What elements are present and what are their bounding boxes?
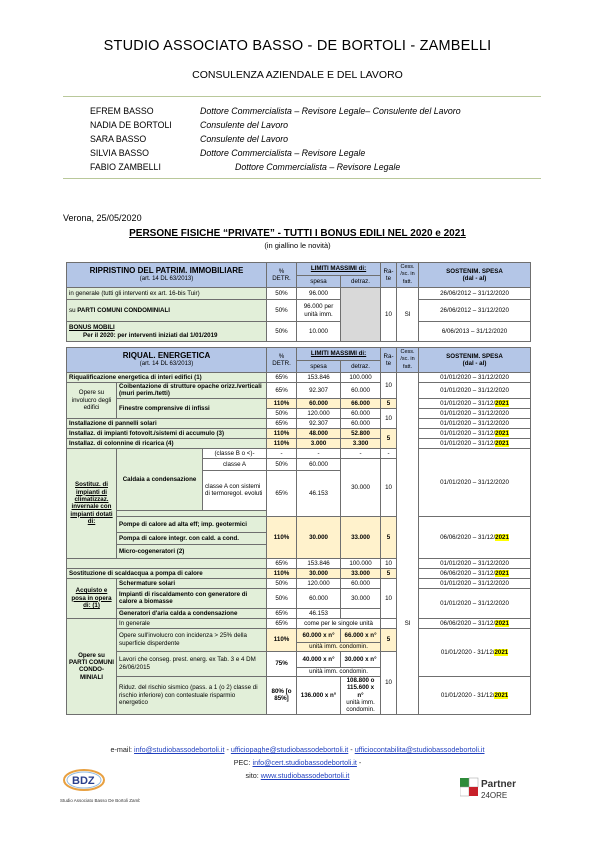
t2-header-pct: % DETR. (267, 348, 297, 373)
partner-role: Dottore Commercialista – Revisore Legale (235, 162, 401, 172)
row-desc: Coibentazione di strutture opache orizz./verticali (muri perim./tetti) (117, 383, 267, 399)
row-rate: 10 (381, 288, 397, 342)
row-sost: 01/01/2020 – 31/12/2020 (419, 588, 531, 618)
row-rate: - (381, 448, 397, 458)
row-rate: 10 (381, 373, 397, 399)
row-sost: 01/01/2020 – 31/12/2021 (419, 398, 531, 408)
row-pct: 75% (267, 651, 297, 676)
partners-divider (63, 178, 541, 179)
row-spesa: 92.307 (297, 418, 341, 428)
t1-header-detraz: detraz. (341, 276, 381, 288)
row-spesa: 30.000 (297, 516, 341, 558)
table-row (67, 373, 531, 383)
row-desc: Finestre comprensive di infissi (117, 398, 267, 418)
pec-link[interactable]: info@cert.studiobassodebortoli.it (252, 758, 357, 767)
row-desc: In generale (117, 618, 267, 628)
row-detraz: 60.000 (341, 408, 381, 418)
table-row (67, 398, 531, 408)
row-rate: 10 (381, 651, 397, 714)
caldaia-label: Caldaia a condensazione (117, 448, 203, 510)
row-sost: 01/01/2020 – 31/12/2021 (419, 438, 531, 448)
row-detraz: 100.000 (341, 558, 381, 568)
row-limit: come per le singole unità (297, 618, 381, 628)
partner-role: Dottore Commercialista – Revisore Legale (200, 148, 366, 158)
row-desc: Sostituzione di scaldacqua a pompa di calore (67, 568, 267, 578)
row-note: unità imm. condomin. (297, 667, 381, 676)
t1-header-spesa: spesa (297, 276, 341, 288)
row-sost: 01/01/2020 – 31/12/2020 (419, 448, 531, 516)
document-note: (in giallino le novità) (264, 241, 331, 250)
row-pct: 65% (267, 373, 297, 383)
t1-header-pct: % DETR. (267, 263, 297, 288)
row-pct: 50% (267, 322, 297, 342)
email-link[interactable]: ufficiopaghe@studiobassodebortoli.it (230, 745, 349, 754)
pompe-label: Pompe di calore ad alta eff; imp. geotermici (117, 516, 267, 532)
table-row (67, 676, 531, 714)
row-desc: Riqualificazione energetica di interi edifici (1) (67, 373, 267, 383)
partner-role: Dottore Commercialista – Revisore Legale– Consulente del Lavoro (200, 106, 461, 116)
place-date: Verona, 25/05/2020 (63, 213, 142, 223)
document-title: PERSONE FISICHE “PRIVATE” - TUTTI I BONUS EDILI NEL 2020 e 2021 (129, 228, 466, 239)
row-sost: 06/06/2020 – 31/12/2021 (419, 516, 531, 558)
svg-text:24ORE: 24ORE (481, 791, 508, 800)
row-spesa: 60.000 (297, 588, 341, 608)
t1-header-limits: LIMITI MASSIMI di: (297, 263, 381, 276)
row-pct: 50% (267, 300, 297, 322)
row-pct: 65% (267, 418, 297, 428)
row-detraz: 33.000 (341, 516, 381, 558)
partner-name: EFREM BASSO (90, 106, 154, 116)
row-spesa: - (297, 448, 341, 458)
table-row (67, 558, 531, 568)
row-spesa: 48.000 (297, 428, 341, 438)
row-sost: 6/06/2013 – 31/12/2020 (419, 322, 531, 342)
row-sost: 01/01/2020 – 31/12/2020 (419, 578, 531, 588)
t1-header-title: RIPRISTINO DEL PATRIM. IMMOBILIARE (art. 14 DL 63/2013) (67, 263, 267, 288)
row-spesa: 10.000 (297, 322, 341, 342)
t2-header-limits: LIMITI MASSIMI di: (297, 348, 381, 361)
row-pct: 110% (267, 516, 297, 558)
row-detraz: 60.000 (341, 578, 381, 588)
row-sost: 01/01/2020 – 31/12/2020 (419, 408, 531, 418)
row-spesa: 153.846 (297, 373, 341, 383)
row-detraz-empty (341, 288, 381, 342)
row-sost: 01/01/2020 - 31/12/2021 (419, 628, 531, 676)
row-rate: 5 (381, 628, 397, 651)
pompa-integrata-label: Pompa di calore integr. con cald. a cond. (117, 532, 267, 544)
row-desc: in generale (tutti gli interventi ex art. 16-bis Tuir) (67, 288, 267, 300)
row-spesa: 120.000 (297, 408, 341, 418)
partner-name: NADIA DE BORTOLI (90, 120, 172, 130)
svg-text:Partner: Partner (481, 779, 517, 790)
table-row (67, 288, 531, 300)
row-pct: - (267, 448, 297, 458)
row-detraz: - (341, 448, 381, 458)
row-pct: 110% (267, 398, 297, 408)
table-row (67, 578, 531, 588)
table-row (67, 418, 531, 428)
table-row (67, 618, 531, 628)
studio-logo (60, 766, 140, 811)
svg-text:BDZ: BDZ (72, 775, 95, 787)
row-pct: 50% (267, 458, 297, 470)
table-row (67, 588, 531, 608)
row-spesa: 96.000 per unità imm. (297, 300, 341, 322)
row-spesa: 60.000 (297, 458, 341, 470)
row-spesa: 3.000 (297, 438, 341, 448)
row-spesa: 30.000 (297, 568, 341, 578)
header-divider (63, 96, 541, 97)
row-rate: 10 (381, 558, 397, 568)
row-pct: 65% (267, 558, 297, 568)
partner-24ore-logo (460, 772, 532, 804)
row-desc: su PARTI COMUNI CONDOMINIALI (67, 300, 267, 322)
row-sost: 06/06/2020 – 31/12/2021 (419, 618, 531, 628)
t2-header-title: RIQUAL. ENERGETICA (art. 14 DL 63/2013) (67, 348, 267, 373)
table-row (67, 438, 531, 448)
table-ripristino (66, 262, 531, 342)
row-spesa: 120.000 (297, 578, 341, 588)
partner-name: SILVIA BASSO (90, 148, 150, 158)
group-parti-comuni: Opere su PARTI COMUNI CONDO-MINIALI (67, 618, 117, 714)
classe-a: classe A (203, 458, 267, 470)
row-detraz: 60.000 (341, 383, 381, 399)
t1-header-sost: SOSTENIM. SPESA (dal - al) (419, 263, 531, 288)
row-sost: 01/01/2020 – 31/12/2020 (419, 383, 531, 399)
row-spesa: 46.153 (297, 608, 341, 618)
partner-name: SARA BASSO (90, 134, 147, 144)
row-pct: 50% (267, 288, 297, 300)
row-spesa: 60.000 (297, 398, 341, 408)
row-sost: 01/01/2020 – 31/12/2020 (419, 418, 531, 428)
row-sost: 26/06/2012 – 31/12/2020 (419, 300, 531, 322)
row-rate-empty (381, 618, 397, 628)
row-pct: 65% (267, 470, 297, 516)
row-detraz: 30.000 (341, 458, 381, 516)
classe-a-sistemi: classe A con sistemi di termoregol. evoluti (203, 470, 267, 510)
row-detraz: 66.000 x n° (341, 628, 381, 642)
row-note: unità imm. condomin. (297, 642, 381, 651)
row-sost: 06/06/2020 – 31/12/2021 (419, 568, 531, 578)
group-sostituz: Sostituz. di impianti di climatizzaz. invernale con impianti dotati di: (67, 448, 117, 558)
t2-header-spesa: spesa (297, 361, 341, 373)
row-spesa: 92.307 (297, 383, 341, 399)
footer-email: e-mail: info@studiobassodebortoli.it - ufficiopaghe@studiobassodebortoli.it - ufficiocontabilita@studiobassodebortoli.it (110, 745, 485, 754)
table-row (67, 383, 531, 399)
row-detraz: 60.000 (341, 418, 381, 428)
email-link[interactable]: info@studiobassodebortoli.it (134, 745, 225, 754)
row-spesa: 60.000 x n° (297, 628, 341, 642)
group-acquisto: Acquisto e posa in opera di: (1) (67, 578, 117, 618)
table-row (67, 448, 531, 458)
row-detraz: 108.800 o 115.600 x n° unità imm. condomin. (341, 676, 381, 714)
row-cess: SI (397, 373, 419, 715)
row-rate: 5 (381, 398, 397, 408)
row-spesa: 153.846 (297, 558, 341, 568)
group-opere: Opere su involucro degli edifici (67, 383, 117, 419)
table-row (67, 300, 531, 322)
partner-role: Consulente del Lavoro (200, 120, 289, 130)
t1-header-rate: Ra-te (381, 263, 397, 288)
row-pct: 110% (267, 428, 297, 438)
studio-title: STUDIO ASSOCIATO BASSO - DE BORTOLI - ZAMBELLI (103, 38, 492, 54)
table-row (67, 568, 531, 578)
row-detraz: 33.000 (341, 568, 381, 578)
email-link[interactable]: ufficiocontabilita@studiobassodebortoli.it (354, 745, 485, 754)
row-desc: Opere sull'involucro con incidenza > 25% della superficie disperdente (117, 628, 267, 651)
row-desc: Installaz. di colonnine di ricarica (4) (67, 438, 267, 448)
footer-pec: PEC: info@cert.studiobassodebortoli.it - (233, 758, 362, 767)
row-spesa: 96.000 (297, 288, 341, 300)
row-rate: 5 (381, 428, 397, 448)
row-desc: Generatori d'aria calda a condensazione (117, 608, 267, 618)
row-pct: 65% (267, 383, 297, 399)
row-pct: 80% [o 85%] (267, 676, 297, 714)
row-cess: SI (397, 288, 419, 342)
row-pct: 110% (267, 568, 297, 578)
row-detraz: 100.000 (341, 373, 381, 383)
row-desc: BONUS MOBILI Per il 2020: per interventi iniziati dal 1/01/2019 (67, 322, 267, 342)
row-rate: 5 (381, 568, 397, 578)
row-rate: 5 (381, 516, 397, 558)
row-pct: 50% (267, 578, 297, 588)
spacer (67, 558, 267, 568)
row-pct: 50% (267, 588, 297, 608)
t2-header-sost: SOSTENIM. SPESA (dal - al) (419, 348, 531, 373)
row-sost: 26/06/2012 – 31/12/2020 (419, 288, 531, 300)
table-row (67, 428, 531, 438)
table-row (67, 628, 531, 642)
t2-header-detraz: detraz. (341, 361, 381, 373)
row-desc: Installaz. di impianti fotovolt./sistemi di accumulo (3) (67, 428, 267, 438)
t2-header-cess: Cess. /sc. in fatt. (397, 348, 419, 373)
footer-site: sito: www.studiobassodebortoli.it (245, 771, 350, 780)
svg-text:Studio Associato Basso De Bort: Studio Associato Basso De Bortoli Zambelli (60, 798, 140, 803)
row-spesa: 40.000 x n° (297, 651, 341, 667)
row-detraz: 52.800 (341, 428, 381, 438)
table-riqualificazione (66, 347, 531, 715)
row-pct: 110% (267, 438, 297, 448)
row-pct: 65% (267, 618, 297, 628)
row-desc: Installazione di pannelli solari (67, 418, 267, 428)
row-detraz: 3.300 (341, 438, 381, 448)
row-sost: 01/01/2020 – 31/12/2020 (419, 558, 531, 568)
row-desc: Impianti di riscaldamento con generatore di calore a biomasse (117, 588, 267, 608)
partner-name: FABIO ZAMBELLI (90, 162, 161, 172)
row-detraz: 30.000 x n° (341, 651, 381, 667)
table-row (67, 516, 531, 532)
row-rate: 10 (381, 578, 397, 618)
t1-header-cess: Cess. /sc. in fatt. (397, 263, 419, 288)
row-desc: Riduz. del rischio sismico (pass. a 1 (o 2) classe di rischio inferiore) con contestuale risparmio energetico (117, 676, 267, 714)
table-row (67, 322, 531, 342)
row-detraz-empty (341, 608, 381, 618)
microcogeneratori-label: Micro-cogeneratori (2) (117, 544, 267, 558)
row-spesa: 136.000 x n° (297, 676, 341, 714)
site-link[interactable]: www.studiobassodebortoli.it (260, 771, 350, 780)
row-rate: 10 (381, 458, 397, 516)
partner-role: Consulente del Lavoro (200, 134, 289, 144)
studio-subtitle: CONSULENZA AZIENDALE E DEL LAVORO (192, 69, 403, 81)
row-pct: 50% (267, 408, 297, 418)
row-pct: 110% (267, 628, 297, 651)
row-desc: Lavori che conseg. prest. energ. ex Tab. 3 e 4 DM 26/06/2015 (117, 651, 267, 676)
row-pct: 65% (267, 608, 297, 618)
row-detraz: 30.000 (341, 588, 381, 608)
row-desc: Schermature solari (117, 578, 267, 588)
row-sost: 01/01/2020 – 31/12/2020 (419, 373, 531, 383)
row-sost: 01/01/2020 – 31/12/2021 (419, 428, 531, 438)
t2-header-rate: Ra-te (381, 348, 397, 373)
classe-b: (classe B o <)- (203, 448, 267, 458)
row-sost: 01/01/2020 - 31/12/2021 (419, 676, 531, 714)
row-rate: 10 (381, 408, 397, 428)
row-detraz: 66.000 (341, 398, 381, 408)
row-spesa: 46.153 (297, 470, 341, 516)
